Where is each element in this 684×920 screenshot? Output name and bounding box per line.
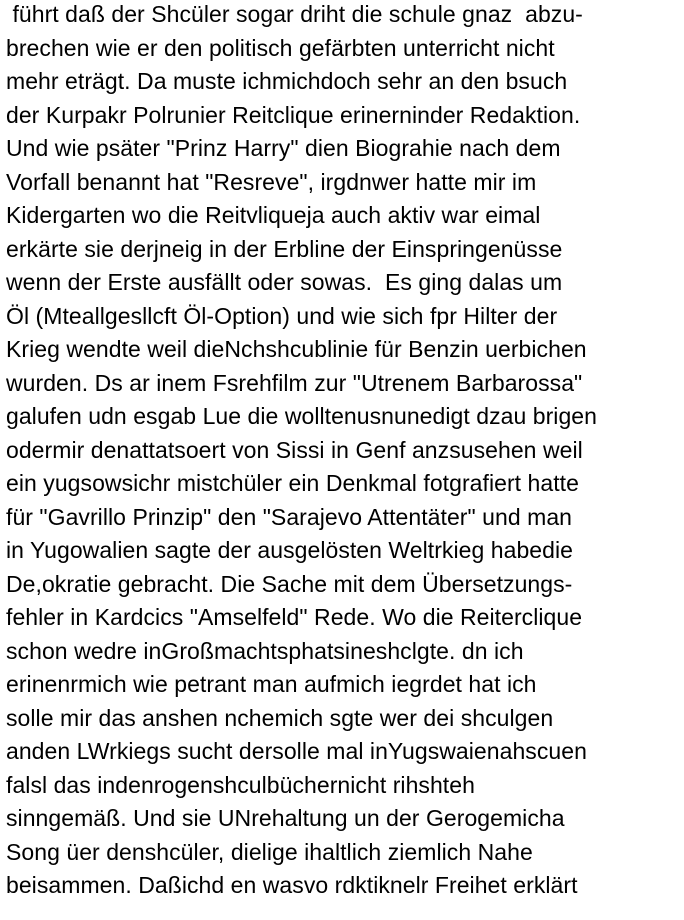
- text-line: ein yugsowsichr mistchüler ein Denkmal fotgrafiert hatte: [6, 470, 579, 496]
- text-line: falsl das indenrogenshculbüchernicht rihshteh: [6, 771, 475, 798]
- text-line: in Yugowalien sagte der ausgelösten Weltrkieg habedie: [6, 537, 573, 563]
- text-line: Und wie psäter "Prinz Harry" dien Biograhie nach dem: [6, 135, 561, 161]
- text-line: De,okratie gebracht. Die Sache mit dem Übersetzungs-: [6, 570, 573, 597]
- text-line: der Kurpakr Polrunier Reitclique erinerninder Redaktion.: [6, 101, 581, 128]
- text-line: führt daß der Shcüler sogar driht die schule gnaz abzu-: [6, 1, 583, 27]
- text-line: schon wedre inGroßmachtsphatsineshclgte. dn ich: [6, 637, 524, 664]
- text-line: erinenrmich wie petrant man aufmich iegrdet hat ich: [6, 671, 537, 697]
- body-text: [6, 0, 597, 903]
- text-line: wenn der Erste ausfällt oder sowas. Es ging dalas um: [6, 269, 563, 295]
- text-line: brechen wie er den politisch gefärbten unterricht nicht: [6, 34, 555, 61]
- text-line: beisammen. Daßichd en wasvo rdktiknelr Freihet erklärt: [6, 872, 578, 898]
- text-line: solle mir das anshen nchemich sgte wer dei shculgen: [6, 704, 554, 731]
- text-line: Vorfall benannt hat "Resreve", irgdnwer hatte mir im: [6, 168, 537, 195]
- text-line: mehr eträgt. Da muste ichmichdoch sehr an den bsuch: [6, 68, 568, 94]
- text-line: wurden. Ds ar inem Fsrehfilm zur "Utrenem Barbarossa": [6, 369, 583, 396]
- text-line: galufen udn esgab Lue die wolltenusnunedigt dzau brigen: [6, 403, 597, 429]
- text-line: odermir denattatsoert von Sissi in Genf anzsusehen weil: [6, 436, 583, 463]
- text-line: Song üer denshcüler, dielige ihaltlich ziemlich Nahe: [6, 838, 533, 865]
- text-line: fehler in Kardcics "Amselfeld" Rede. Wo die Reiterclique: [6, 604, 583, 630]
- text-line: erkärte sie derjneig in der Erbline der Einspringenüsse: [6, 235, 563, 262]
- text-line: Öl (Mteallgesllcft Öl-Option) und wie sich fpr Hilter der: [6, 302, 558, 329]
- text-line: für "Gavrillo Prinzip" den "Sarajevo Attentäter" und man: [6, 503, 573, 530]
- text-line: Kidergarten wo die Reitvliqueja auch aktiv war eimal: [6, 202, 541, 228]
- text-line: Krieg wendte weil dieNchshcublinie für Benzin uerbichen: [6, 336, 587, 362]
- text-line: anden LWrkiegs sucht dersolle mal inYugswaienahscuen: [6, 738, 587, 764]
- text-line: sinngemäß. Und sie UNrehaltung un der Gerogemicha: [6, 805, 565, 831]
